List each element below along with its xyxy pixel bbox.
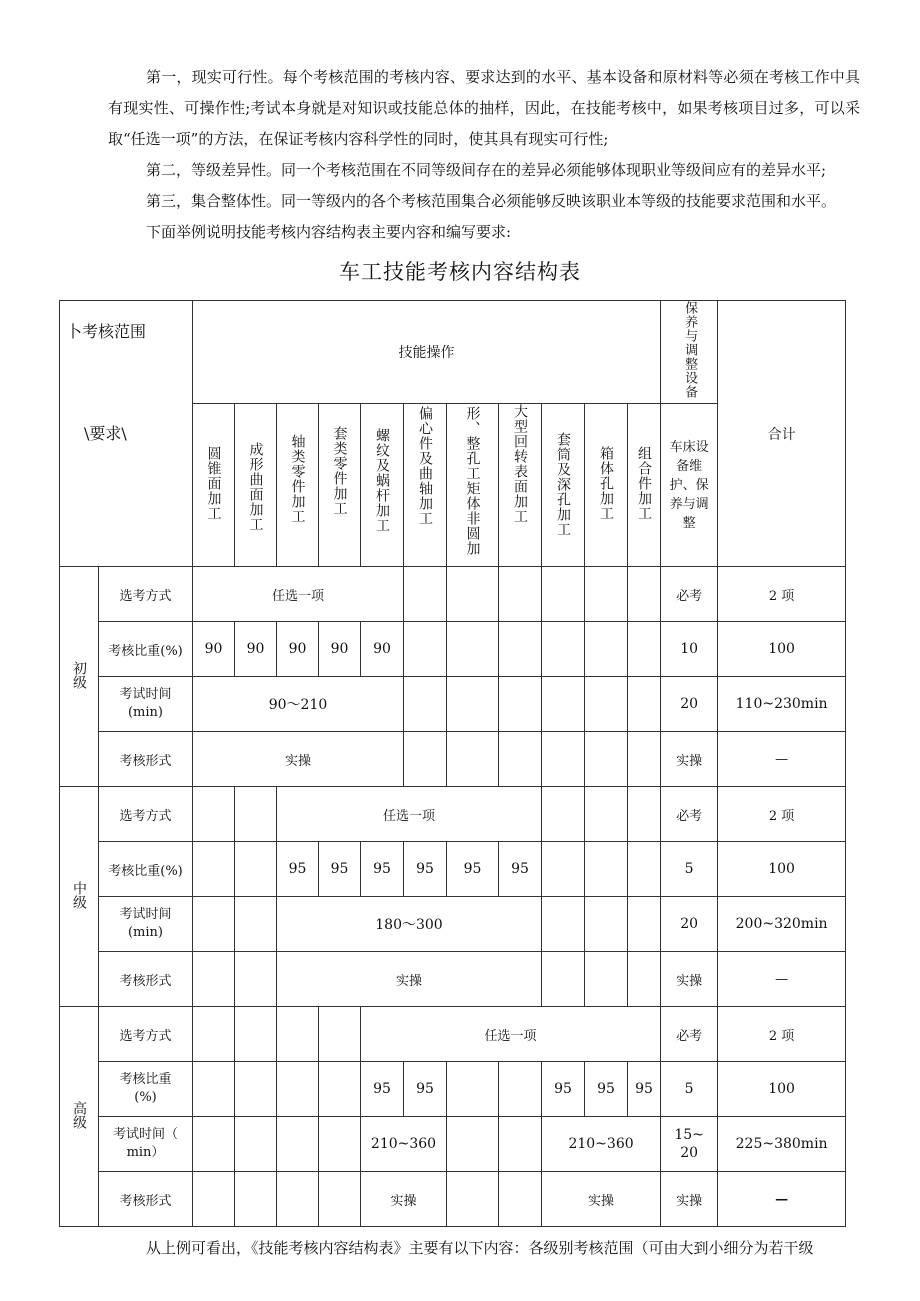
maint-cell: 必考 [661, 787, 718, 842]
intro-paragraph-2: 第二，等级差异性。同一个考核范围在不同等级间存在的差异必须能够体现职业等级间应有的差异水平; [146, 161, 827, 179]
weight-cell: 95 [319, 842, 361, 897]
row-label: 考核比重 (%) [99, 1062, 193, 1117]
empty-cell [319, 1172, 361, 1227]
maint-cell: 必考 [661, 567, 718, 622]
col-header-9: 箱体孔加工 [585, 404, 628, 567]
empty-cell [499, 622, 542, 677]
row-label: 考核形式 [99, 952, 193, 1007]
empty-cell [193, 1062, 235, 1117]
empty-cell [447, 1062, 499, 1117]
weight-cell: 95 [628, 1062, 661, 1117]
empty-cell [628, 677, 661, 732]
maint-cell: 5 [661, 1062, 718, 1117]
table-title: 车工技能考核内容结构表 [339, 260, 581, 284]
total-cell: 110~230min [718, 677, 846, 732]
total-cell: 100 [718, 1062, 846, 1117]
maint-cell: 20 [661, 677, 718, 732]
maint-cell: 15~ 20 [661, 1117, 718, 1172]
row-label: 选考方式 [99, 1007, 193, 1062]
intro-paragraph-3: 第三，集合整体性。同一等级内的各个考核范围集合必须能够反映该职业本等级的技能要求范围和水平。 [146, 192, 837, 210]
form-value: 实操 [277, 952, 542, 1007]
empty-cell [585, 677, 628, 732]
empty-cell [499, 1062, 542, 1117]
intro-paragraph-1: 第一，现实可行性。每个考核范围的考核内容、要求达到的水平、基本设备和原材料等必须在考核工作中具有现实性、可操作性;考试本身就是对知识或技能总体的抽样，因此，在技能考核中，如果考核项目过多，可以采取“任选一项”的方法，在保证考核内容科学性的同时，使其具有现实可行性; [108, 68, 860, 148]
empty-cell [235, 1007, 277, 1062]
level-middle: 中级 [60, 787, 99, 1007]
empty-cell [628, 897, 661, 952]
weight-cell: 95 [447, 842, 499, 897]
total-cell: — [718, 952, 846, 1007]
empty-cell [447, 677, 499, 732]
empty-cell [404, 622, 447, 677]
col-header-3: 套类零件加工 [319, 404, 361, 567]
total-cell: 100 [718, 842, 846, 897]
maint-top-header: 保养与调整设备 [661, 301, 718, 404]
empty-cell [193, 787, 235, 842]
weight-cell: 90 [235, 622, 277, 677]
maint-cell: 实操 [661, 732, 718, 787]
empty-cell [628, 842, 661, 897]
empty-cell [542, 952, 585, 1007]
empty-cell [235, 787, 277, 842]
empty-cell [277, 1117, 319, 1172]
col-header-0: 圆锥面加工 [193, 404, 235, 567]
form-value: 实操 [193, 732, 404, 787]
empty-cell [235, 952, 277, 1007]
outro-paragraph: 从上例可看出，《技能考核内容结构表》主要有以下内容：各级别考核范围（可由大到小细分为若干级 [146, 1239, 814, 1257]
weight-cell: 95 [404, 1062, 447, 1117]
col-header-5: 偏心件及曲轴加工 [404, 404, 447, 567]
empty-cell [542, 732, 585, 787]
weight-cell: 90 [277, 622, 319, 677]
empty-cell [585, 567, 628, 622]
empty-cell [499, 567, 542, 622]
select-value: 任选一项 [277, 787, 542, 842]
row-label: 考核形式 [99, 732, 193, 787]
total-cell: 2 项 [718, 787, 846, 842]
empty-cell [193, 897, 235, 952]
empty-cell [235, 1172, 277, 1227]
row-label: 选考方式 [99, 787, 193, 842]
total-header: 合计 [718, 301, 846, 567]
skill-ops-header: 技能操作 [193, 301, 661, 404]
empty-cell [404, 732, 447, 787]
empty-cell [319, 1117, 361, 1172]
total-cell: 2 项 [718, 567, 846, 622]
col-header-10: 组合件加工 [628, 404, 661, 567]
time-value: 210~360 [361, 1117, 447, 1172]
total-cell: 225~380min [718, 1117, 846, 1172]
maint-cell: 5 [661, 842, 718, 897]
level-senior: 高级 [60, 1007, 99, 1227]
empty-cell [193, 1007, 235, 1062]
empty-cell [319, 1007, 361, 1062]
maint-cell: 10 [661, 622, 718, 677]
empty-cell [628, 787, 661, 842]
empty-cell [235, 1117, 277, 1172]
empty-cell [447, 1172, 499, 1227]
empty-cell [404, 677, 447, 732]
intro-paragraph-4: 下面举例说明技能考核内容结构表主要内容和编写要求: [146, 223, 512, 241]
col-header-7: 大型回转表面加工 [499, 404, 542, 567]
row-label: 考试时间 (min) [99, 677, 193, 732]
empty-cell [447, 732, 499, 787]
row-label: 考核比重(%) [99, 622, 193, 677]
weight-cell: 95 [361, 842, 404, 897]
weight-cell: 90 [319, 622, 361, 677]
col-header-6: 形、整孔工矩体非圆加 [447, 404, 499, 567]
empty-cell [447, 1117, 499, 1172]
total-cell: 100 [718, 622, 846, 677]
maint-cell: 实操 [661, 952, 718, 1007]
row-label: 选考方式 [99, 567, 193, 622]
empty-cell [628, 732, 661, 787]
empty-cell [193, 1117, 235, 1172]
empty-cell [628, 952, 661, 1007]
corner-header-cell [60, 301, 193, 567]
empty-cell [585, 732, 628, 787]
time-value: 180～300 [277, 897, 542, 952]
corner-header-bottom: \要求\ [84, 424, 127, 443]
empty-cell [499, 732, 542, 787]
empty-cell [585, 897, 628, 952]
col-header-4: 螺纹及蜗杆加工 [361, 404, 404, 567]
row-label: 考核形式 [99, 1172, 193, 1227]
empty-cell [585, 622, 628, 677]
total-cell: 200~320min [718, 897, 846, 952]
empty-cell [628, 622, 661, 677]
empty-cell [585, 842, 628, 897]
empty-cell [235, 897, 277, 952]
col-header-8: 套筒及深孔加工 [542, 404, 585, 567]
empty-cell [542, 622, 585, 677]
empty-cell [277, 1062, 319, 1117]
empty-cell [235, 842, 277, 897]
maint-col-header: 车床设备维护、保养与调整 [661, 404, 718, 567]
empty-cell [585, 952, 628, 1007]
time-value: 210~360 [542, 1117, 661, 1172]
empty-cell [193, 1172, 235, 1227]
empty-cell [542, 897, 585, 952]
total-cell: 2 项 [718, 1007, 846, 1062]
form-value: 实操 [361, 1172, 447, 1227]
weight-cell: 95 [585, 1062, 628, 1117]
empty-cell [404, 567, 447, 622]
structure-table [59, 300, 846, 1227]
corner-header-top: 卜考核范围 [66, 322, 147, 341]
row-label: 考核比重(%) [99, 842, 193, 897]
maint-cell: 必考 [661, 1007, 718, 1062]
empty-cell [499, 677, 542, 732]
empty-cell [193, 952, 235, 1007]
empty-cell [628, 567, 661, 622]
weight-cell: 90 [193, 622, 235, 677]
row-label: 考试时间 (min) [99, 897, 193, 952]
form-value: 实操 [542, 1172, 661, 1227]
empty-cell [235, 1062, 277, 1117]
empty-cell [277, 1007, 319, 1062]
maint-cell: 20 [661, 897, 718, 952]
empty-cell [319, 1062, 361, 1117]
col-header-1: 成形曲面加工 [235, 404, 277, 567]
empty-cell [193, 842, 235, 897]
select-value: 任选一项 [193, 567, 404, 622]
total-cell: — [718, 732, 846, 787]
weight-cell: 95 [499, 842, 542, 897]
total-cell: — [718, 1172, 846, 1227]
empty-cell [447, 622, 499, 677]
empty-cell [542, 567, 585, 622]
empty-cell [585, 787, 628, 842]
maint-cell: 实操 [661, 1172, 718, 1227]
level-primary: 初级 [60, 567, 99, 787]
weight-cell: 95 [361, 1062, 404, 1117]
weight-cell: 90 [361, 622, 404, 677]
empty-cell [542, 787, 585, 842]
select-value: 任选一项 [361, 1007, 661, 1062]
time-value: 90～210 [193, 677, 404, 732]
col-header-2: 轴类零件加工 [277, 404, 319, 567]
empty-cell [499, 1172, 542, 1227]
empty-cell [447, 567, 499, 622]
row-label: 考试时间（ min） [99, 1117, 193, 1172]
empty-cell [499, 1117, 542, 1172]
weight-cell: 95 [277, 842, 319, 897]
empty-cell [542, 677, 585, 732]
empty-cell [277, 1172, 319, 1227]
weight-cell: 95 [542, 1062, 585, 1117]
weight-cell: 95 [404, 842, 447, 897]
empty-cell [542, 842, 585, 897]
